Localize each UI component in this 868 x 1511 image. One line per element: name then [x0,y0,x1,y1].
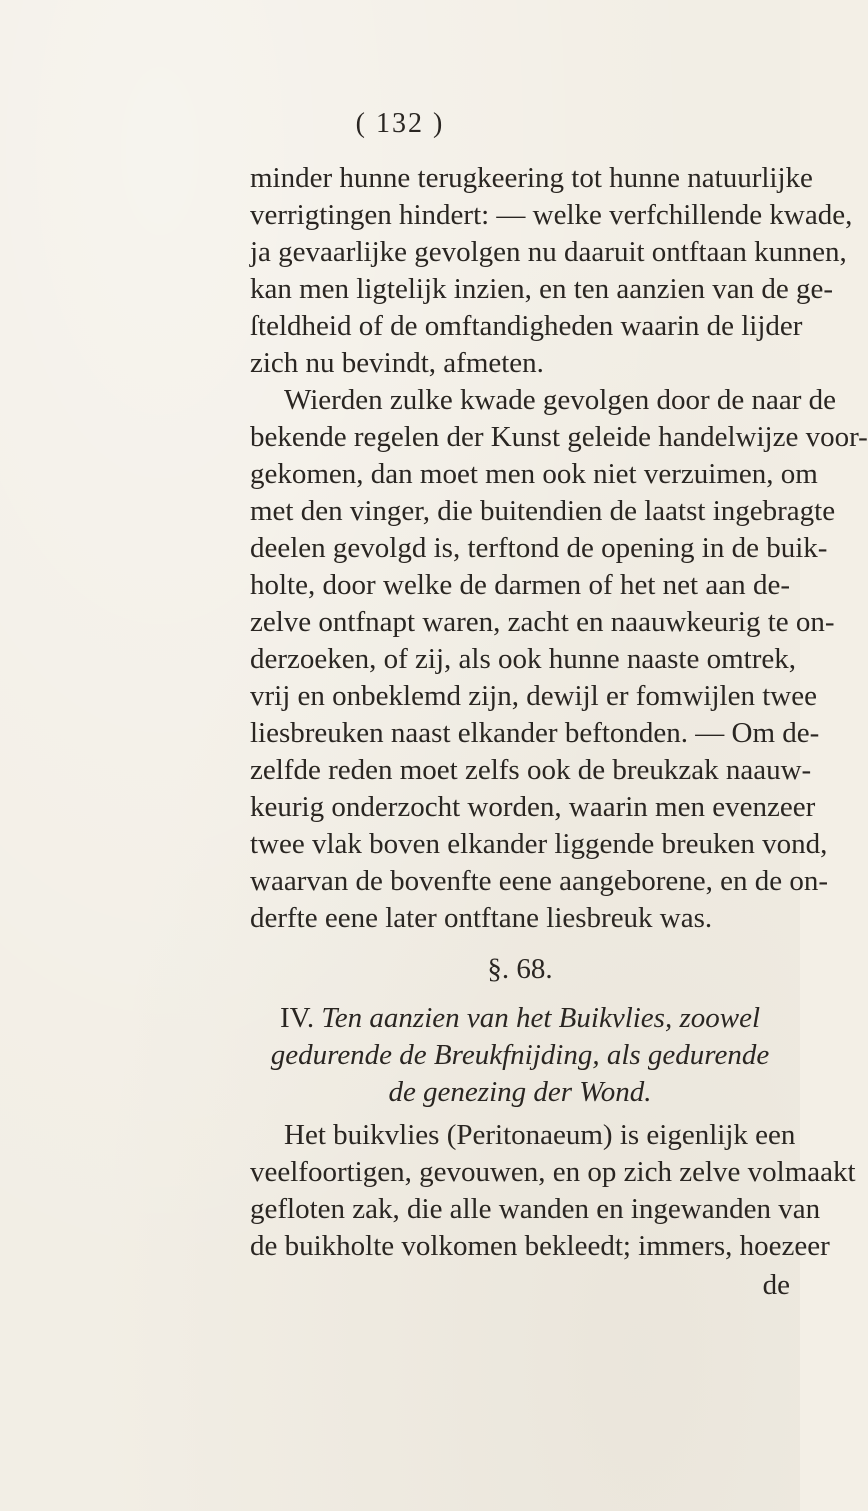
text-line: waarvan de bovenfte eene aangeborene, en de on- [250,865,829,897]
section-title [250,1000,790,1111]
text-line: ja gevaarlijke gevolgen nu daaruit ontftaan kunnen, [250,236,847,268]
text-line: zelfde reden moet zelfs ook de breukzak naauw- [250,754,812,786]
text-line: derzoeken, of zij, als ook hunne naaste omtrek, [250,643,796,675]
text-line: kan men ligtelijk inzien, en ten aanzien van de ge- [250,273,833,305]
text-line: veelfoortigen, gevouwen, en op zich zelve volmaakt [250,1156,856,1188]
section-roman-numeral: IV. [279,1002,315,1034]
text-line: keurig onderzocht worden, waarin men evenzeer [250,791,816,823]
text-line: verrigtingen hindert: — welke verfchillende kwade, [250,199,853,231]
text-line: zelve ontfnapt waren, zacht en naauwkeurig te on- [250,606,835,638]
paragraph-3 [250,1117,856,1265]
text-line: twee vlak boven elkander liggende breuken vond, [250,828,828,860]
text-line: minder hunne terugkeering tot hunne natuurlijke [250,162,813,194]
section-title-text: Ten aanzien van het Buikvlies, zoowel [321,1002,761,1034]
section-title-line: gedurende de Breukfnijding, als gedurende [270,1039,770,1071]
text-line: zich nu bevindt, afmeten. [250,347,544,379]
section-title-line [250,1000,790,1037]
catchword: de [762,1269,790,1301]
text-line: holte, door welke de darmen of het net aan de- [250,569,790,601]
text-line: de buikholte volkomen bekleedt; immers, hoezeer [250,1230,830,1262]
text-line: gekomen, dan moet men ook niet verzuimen, om [250,458,818,490]
section-title-line: de genezing der Wond. [388,1076,652,1108]
text-line: Wierden zulke kwade gevolgen door de naar de [284,384,837,416]
text-line: vrij en onbeklemd zijn, dewijl er fomwijlen twee [250,680,817,712]
text-line: deelen gevolgd is, terftond de opening in de buik- [250,532,828,564]
section-number: §. 68. [487,953,553,985]
text-line: liesbreuken naast elkander beftonden. — Om de- [250,717,820,749]
paragraph-1 [250,160,853,382]
text-line: Het buikvlies (Peritonaeum) is eigenlijk een [284,1119,796,1151]
text-line: bekende regelen der Kunst geleide handelwijze voor- [250,421,868,453]
text-line: derfte eene later ontftane liesbreuk was. [250,902,713,934]
text-line: gefloten zak, die alle wanden en ingewanden van [250,1193,821,1225]
text-line: ſteldheid of de omftandigheden waarin de lijder [250,310,803,342]
paragraph-2 [250,382,868,937]
body-text [250,160,868,1304]
text-line: met den vinger, die buitendien de laatst ingebragte [250,495,836,527]
page-number: ( 132 ) [355,108,445,139]
